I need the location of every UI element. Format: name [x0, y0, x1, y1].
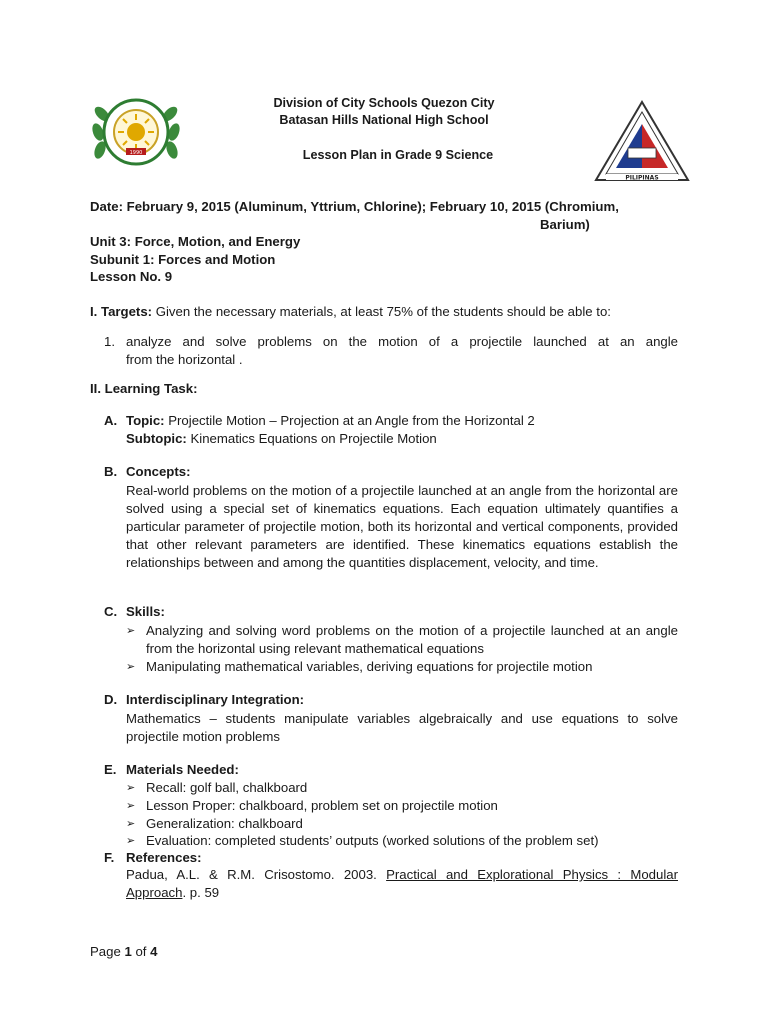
integration-label: Interdisciplinary Integration: [126, 692, 305, 707]
unit-title: Unit 3: Force, Motion, and Energy [90, 234, 301, 249]
arrow-bullet-icon: ➢ [126, 835, 136, 847]
footer-page-word: Page [90, 944, 125, 959]
materials-item [126, 797, 678, 815]
skills-label: Skills: [126, 604, 165, 619]
subtopic-label: Subtopic: [126, 431, 187, 446]
date-label: Date: [90, 199, 123, 214]
reference-line1 [126, 867, 678, 882]
materials-item-text: Lesson Proper: chalkboard, problem set on projectile motion [146, 798, 498, 813]
arrow-bullet-icon: ➢ [126, 782, 136, 794]
footer-page-number: 1 [124, 944, 132, 959]
integration-letter: D. [104, 692, 118, 707]
reference-line2 [126, 885, 219, 900]
references-label: References: [126, 850, 202, 865]
subtopic-text: Kinematics Equations on Projectile Motion [186, 431, 437, 446]
materials-letter: E. [104, 762, 117, 777]
targets-line [90, 304, 690, 319]
learning-task-heading: II. Learning Task: [90, 381, 198, 396]
topic-text: Projectile Motion – Projection at an Angle from the Horizontal 2 [164, 413, 535, 428]
materials-item [126, 815, 678, 833]
skills-item-text: Manipulating mathematical variables, deriving equations for projectile motion [146, 659, 593, 674]
target-item-line2: from the horizontal . [126, 352, 243, 367]
footer-page-total: 4 [150, 944, 158, 959]
targets-label: I. Targets: [90, 304, 153, 319]
arrow-bullet-icon: ➢ [126, 625, 136, 637]
materials-item [126, 832, 678, 850]
materials-item [126, 779, 678, 797]
skills-item [126, 658, 678, 676]
materials-item-text: Evaluation: completed students’ outputs (worked solutions of the problem set) [146, 833, 599, 848]
footer-of-word: of [131, 944, 151, 959]
reference-title-part1: Practical and Explorational Physics : Modular [386, 867, 678, 882]
skills-item [126, 622, 678, 658]
header-school: Batasan Hills National High School [279, 113, 489, 127]
arrow-bullet-icon: ➢ [126, 661, 136, 673]
svg-text:PILIPINAS: PILIPINAS [625, 174, 659, 182]
header-lesson-plan: Lesson Plan in Grade 9 Science [302, 148, 494, 162]
topic-label: Topic: [126, 413, 165, 428]
reference-authors: Padua, A.L. & R.M. Crisostomo. 2003. [126, 867, 387, 882]
materials-item-text: Recall: golf ball, chalkboard [146, 780, 308, 795]
reference-tail: . p. 59 [182, 885, 220, 900]
subtopic-line [126, 431, 686, 446]
topic-line [126, 413, 686, 428]
svg-text:1990: 1990 [129, 150, 143, 156]
subunit-title: Subunit 1: Forces and Motion [90, 252, 276, 267]
reference-title-part2: Approach [126, 885, 183, 900]
materials-label: Materials Needed: [126, 762, 239, 777]
concepts-label: Concepts: [126, 464, 191, 479]
concepts-letter: B. [104, 464, 118, 479]
target-item-line1: analyze and solve problems on the motion of a projectile launched at an angle [126, 334, 678, 349]
date-continuation: Barium) [540, 217, 590, 232]
arrow-bullet-icon: ➢ [126, 800, 136, 812]
references-letter: F. [104, 850, 115, 865]
page-footer [90, 944, 157, 959]
date-line [90, 199, 690, 214]
skills-letter: C. [104, 604, 118, 619]
concepts-paragraph: Real-world problems on the motion of a projectile launched at an angle from the horizontal are solved using a special set of kinematics equations. Each equation ultimately quantifies a particular parameter of projectile motion, both its horizontal and vertical components, provided that other relevant parameters are identified. These kinematics equations establish the relationships between and among the quantities displacement, velocity, and time. [126, 483, 678, 570]
date-text: February 9, 2015 (Aluminum, Yttrium, Chlorine); February 10, 2015 (Chromium, [126, 199, 619, 214]
arrow-bullet-icon: ➢ [126, 818, 136, 830]
targets-text: Given the necessary materials, at least 75% of the students should be able to: [152, 304, 611, 319]
integration-paragraph: Mathematics – students manipulate variables algebraically and use equations to solve projectile motion problems [126, 711, 678, 744]
target-item-number: 1. [104, 334, 115, 349]
skills-item-text: Analyzing and solving word problems on the motion of a projectile launched at an angle from the horizontal using relevant mathematical equations [146, 623, 678, 656]
materials-item-text: Generalization: chalkboard [146, 816, 303, 831]
lesson-number: Lesson No. 9 [90, 269, 173, 284]
topic-letter: A. [104, 413, 118, 428]
header-division: Division of City Schools Quezon City [273, 96, 495, 110]
